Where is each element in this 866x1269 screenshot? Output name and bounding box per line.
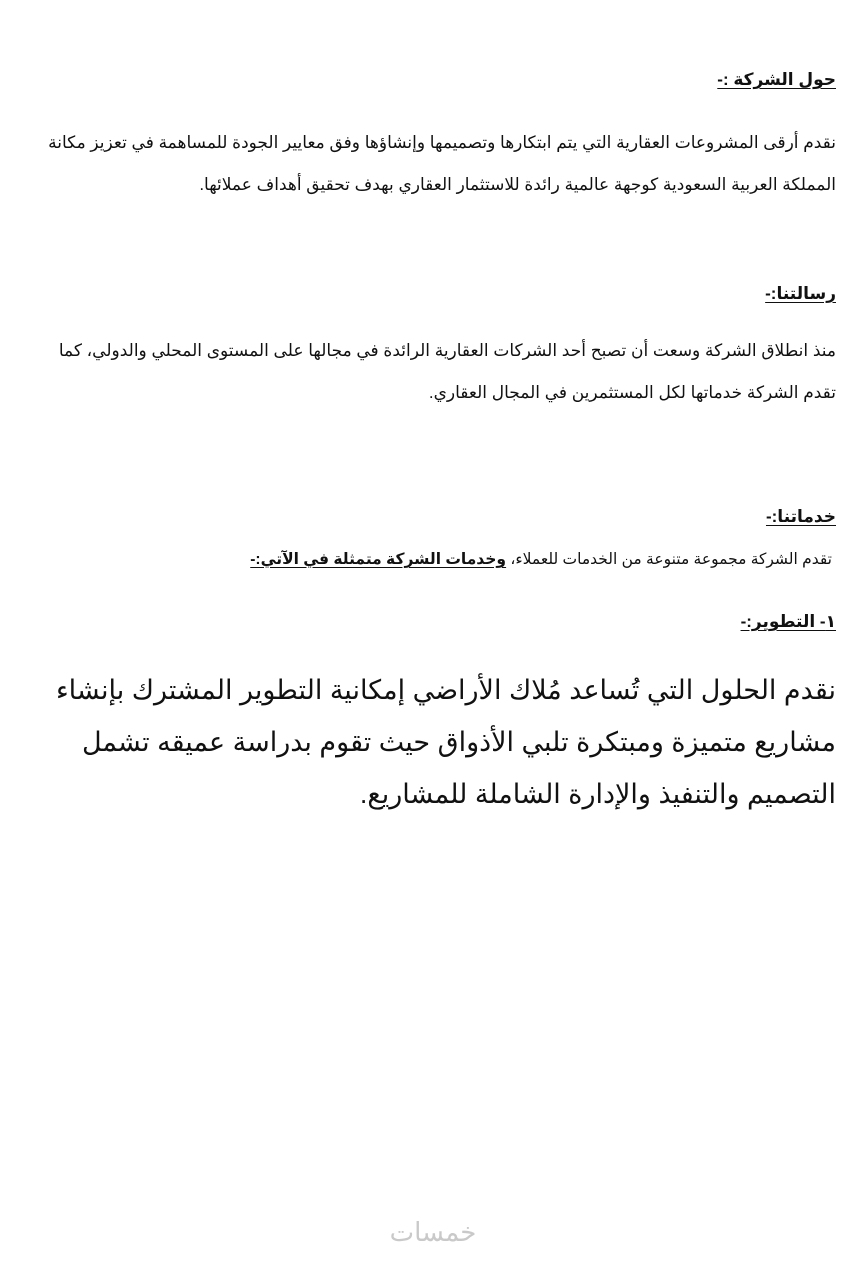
development-paragraph: نقدم الحلول التي تُساعد مُلاك الأراضي إمكانية التطوير المشترك بإنشاء مشاريع متميزة ومبتكرة تلبي الأذواق حيث تقوم بدراسة عميقه تشمل التصميم والتنفيذ والإدارة الشاملة للمشاريع. (55, 675, 836, 809)
services-intro-text: تقدم الشركة مجموعة متنوعة من الخدمات للعملاء، (506, 551, 832, 568)
watermark-logo: خمسات (389, 1218, 477, 1248)
mission-paragraph: منذ انطلاق الشركة وسعت أن تصبح أحد الشركات العقارية الرائدة في مجالها على المستوى المحلي والدولي، كما تقدم الشركة خدماتها لكل المستثمرين في المجال العقاري. (58, 341, 836, 402)
about-paragraph: نقدم أرقى المشروعات العقارية التي يتم ابتكارها وتصميمها وإنشاؤها وفق معايير الجودة للمساهمة في تعزيز مكانة المملكة العربية السعودية كوجهة عالمية رائدة للاستثمار العقاري بهدف تحقيق أهداف عملائها. (48, 133, 836, 194)
services-intro-emphasis: وخدمات الشركة متمثلة في الآتي:- (250, 551, 507, 568)
development-heading: ١- التطوير:- (740, 612, 836, 631)
mission-heading: رسالتنا:- (765, 284, 836, 303)
about-heading: حول الشركة :- (717, 70, 836, 89)
services-heading: خدماتنا:- (765, 507, 836, 526)
services-intro (28, 547, 832, 573)
